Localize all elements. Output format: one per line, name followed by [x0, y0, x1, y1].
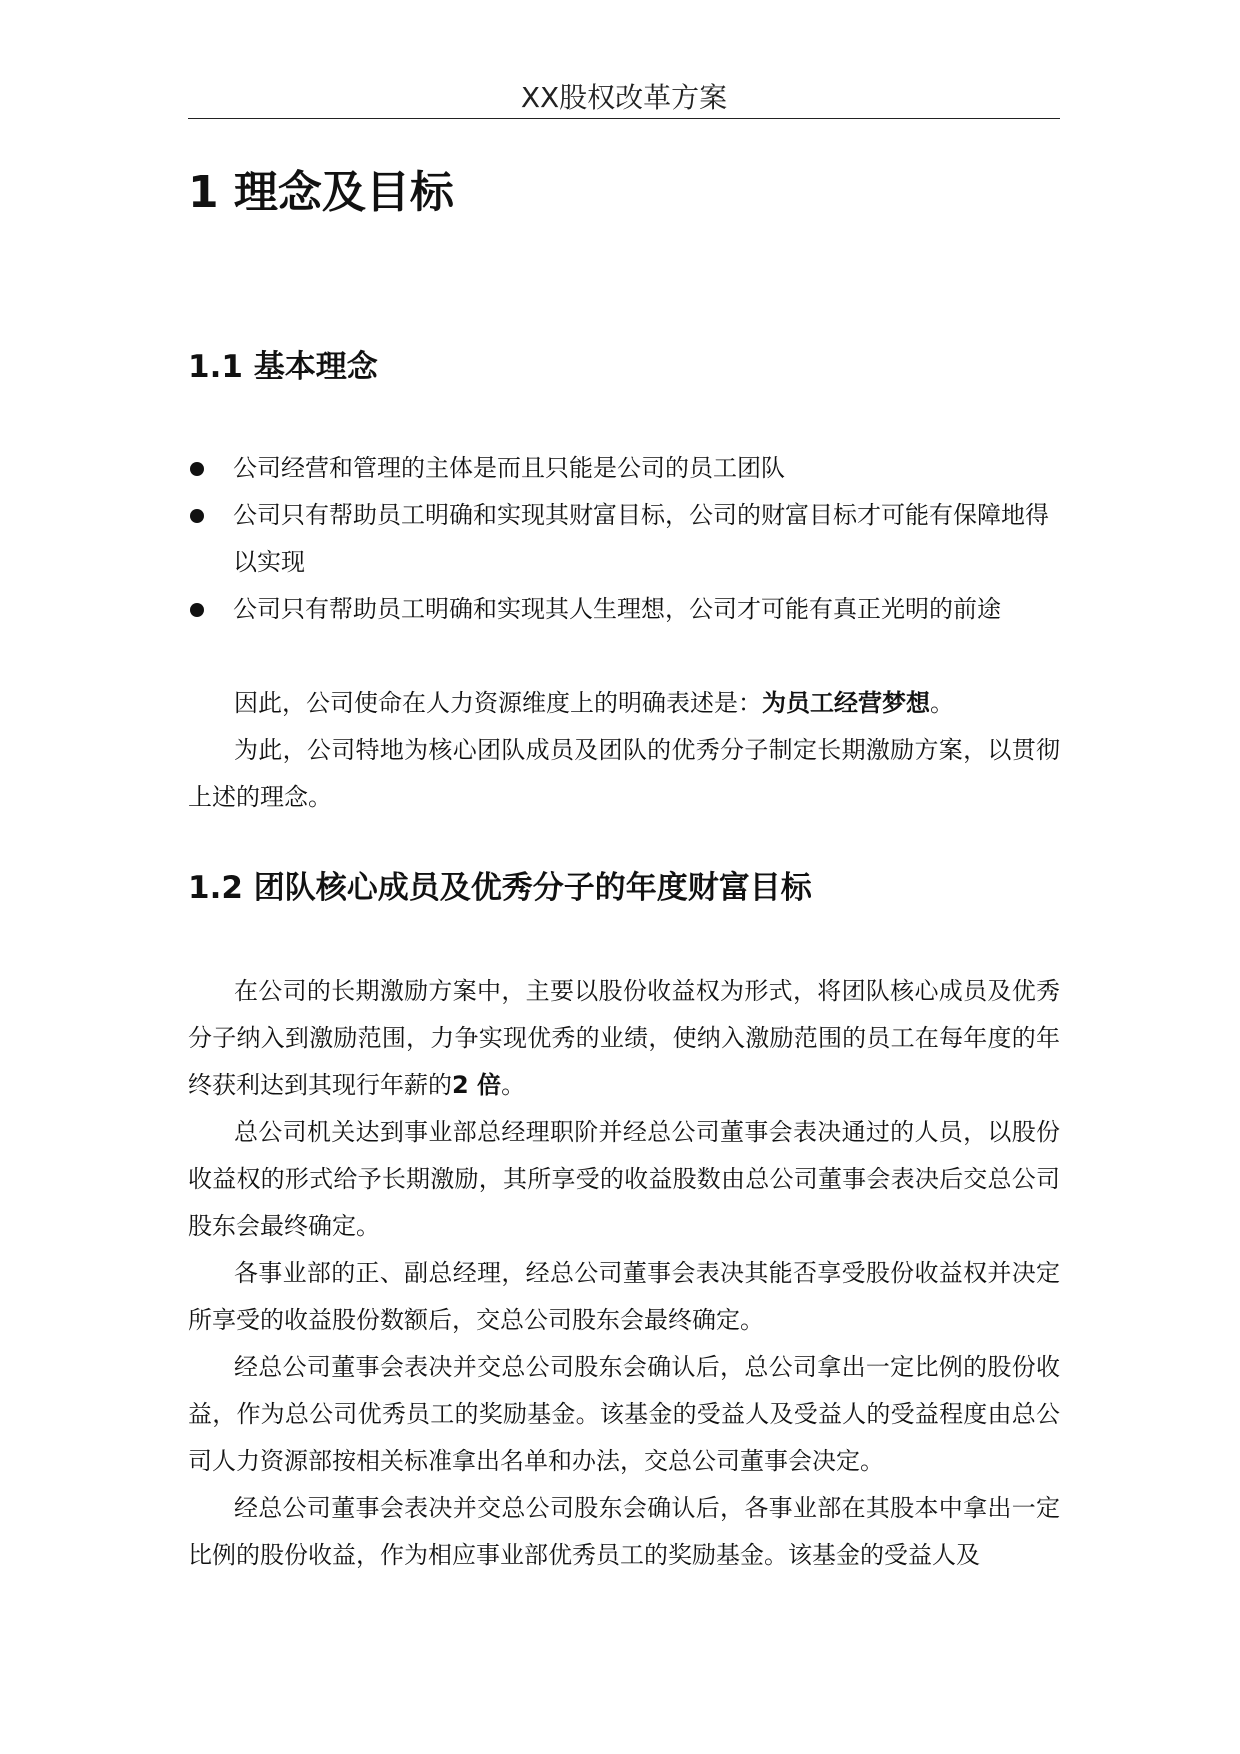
mission-end: 。: [930, 689, 954, 717]
bullet-text: 公司只有帮助员工明确和实现其财富目标，公司的财富目标才可能有保障地得以实现: [233, 501, 1049, 576]
bullet-text: 公司只有帮助员工明确和实现其人生理想，公司才可能有真正光明的前途: [233, 595, 1001, 623]
salary-multiple: 2 倍: [452, 1071, 502, 1099]
section-1-2-heading: 1.2 团队核心成员及优秀分子的年度财富目标: [188, 870, 812, 906]
list-item: [188, 445, 1060, 492]
page-header: XX股权改革方案: [188, 78, 1060, 119]
section-1-heading: 1 理念及目标: [188, 167, 454, 218]
division-managers-paragraph: 各事业部的正、副总经理，经总公司董事会表决其能否享受股份收益权并决定所享受的收益股份数额后，交总公司股东会最终确定。: [188, 1259, 1060, 1334]
incentive-text: 在公司的长期激励方案中，主要以股份收益权为形式，将团队核心成员及优秀分子纳入到激励范围，力争实现优秀的业绩，使纳入激励范围的员工在每年度的年终获利达到其现行年薪的: [188, 977, 1060, 1099]
concept-paragraphs: [188, 680, 1060, 821]
wealth-goal-paragraphs: [188, 968, 1060, 1579]
list-item: [188, 586, 1060, 633]
bullet-text: 公司经营和管理的主体是而且只能是公司的员工团队: [233, 454, 785, 482]
incentive-paragraph: [188, 968, 1060, 1109]
section-1-1-heading: 1.1 基本理念: [188, 349, 378, 385]
bullet-dot-icon: [190, 603, 204, 617]
bullet-dot-icon: [190, 509, 204, 523]
basic-concepts-list: [188, 445, 1060, 633]
division-bonus-fund-paragraph: 经总公司董事会表决并交总公司股东会确认后，各事业部在其股本中拿出一定比例的股份收益，作为相应事业部优秀员工的奖励基金。该基金的受益人及: [188, 1494, 1060, 1569]
hq-incentive-paragraph: 总公司机关达到事业部总经理职阶并经总公司董事会表决通过的人员，以股份收益权的形式给予长期激励，其所享受的收益股数由总公司董事会表决后交总公司股东会最终确定。: [188, 1118, 1060, 1240]
mission-paragraph: [188, 680, 1060, 727]
purpose-paragraph: 为此，公司特地为核心团队成员及团队的优秀分子制定长期激励方案，以贯彻上述的理念。: [188, 736, 1060, 811]
hq-bonus-fund-paragraph: 经总公司董事会表决并交总公司股东会确认后，总公司拿出一定比例的股份收益，作为总公司优秀员工的奖励基金。该基金的受益人及受益人的受益程度由总公司人力资源部按相关标准拿出名单和办法，交总公司董事会决定。: [188, 1353, 1060, 1475]
bullet-dot-icon: [190, 462, 204, 476]
incentive-end: 。: [501, 1071, 526, 1099]
list-item: [188, 492, 1060, 586]
mission-statement: 为员工经营梦想: [762, 689, 930, 717]
mission-text: 因此，公司使命在人力资源维度上的明确表述是：: [234, 689, 762, 717]
